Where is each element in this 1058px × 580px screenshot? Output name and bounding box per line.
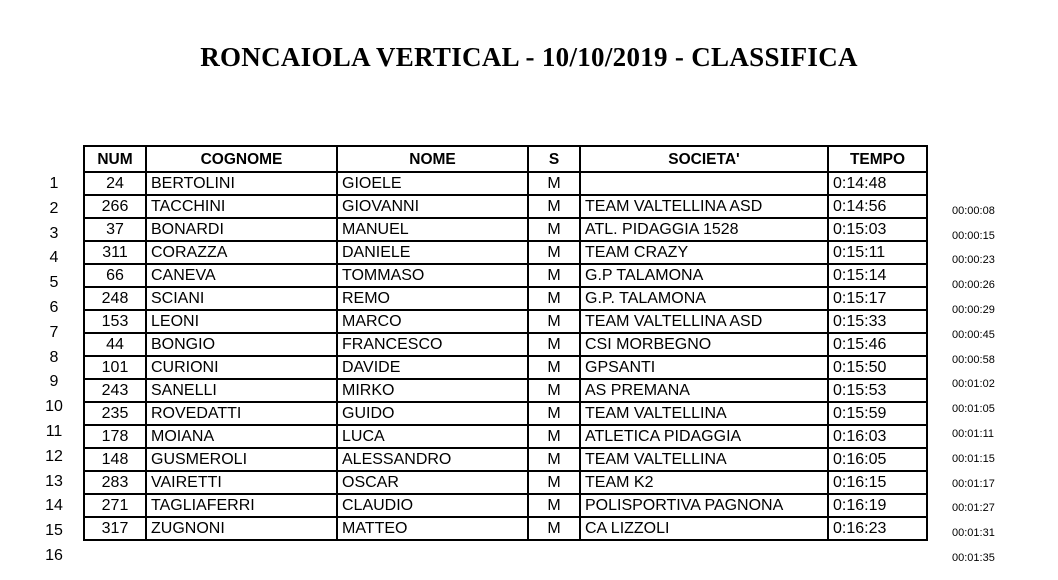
table-row [84,310,927,333]
header-s: S [528,146,580,172]
cell-tempo: 0:15:53 [828,379,927,402]
cell-s: M [528,494,580,517]
cell-s: M [528,379,580,402]
cell-societa: GPSANTI [580,356,828,379]
rank-number: 3 [49,224,59,242]
table-row [84,425,927,448]
cell-societa: TEAM VALTELLINA [580,448,828,471]
cell-cognome: CURIONI [146,356,337,379]
cell-tempo: 0:15:14 [828,264,927,287]
cell-cognome: ROVEDATTI [146,402,337,425]
cell-tempo: 0:15:46 [828,333,927,356]
table-row [84,517,927,540]
gap-time: 00:01:11 [952,428,995,440]
cell-nome: ALESSANDRO [337,448,528,471]
cell-societa: CA LIZZOLI [580,517,828,540]
gap-time: 00:00:15 [952,229,995,242]
cell-nome: GIOELE [337,172,528,195]
cell-num: 317 [84,517,146,540]
cell-societa: TEAM K2 [580,471,828,494]
header-cognome: COGNOME [146,146,337,172]
cell-cognome: CORAZZA [146,241,337,264]
cell-tempo: 0:16:15 [828,471,927,494]
cell-num: 153 [84,310,146,333]
cell-num: 271 [84,494,146,517]
gap-time: 00:01:35 [952,552,995,564]
page-title: RONCAIOLA VERTICAL - 10/10/2019 - CLASSIFICA [200,42,858,72]
cell-tempo: 0:14:56 [828,195,927,218]
rank-number: 10 [45,398,63,416]
cell-cognome: LEONI [146,310,337,333]
cell-s: M [528,195,580,218]
cell-societa: TEAM VALTELLINA [580,402,828,425]
cell-cognome: SCIANI [146,287,337,310]
cell-num: 248 [84,287,146,310]
cell-nome: FRANCESCO [337,333,528,356]
cell-num: 311 [84,241,146,264]
cell-nome: GIOVANNI [337,195,528,218]
table-row [84,218,927,241]
cell-s: M [528,333,580,356]
cell-s: M [528,287,580,310]
gap-time: 00:01:17 [952,477,995,490]
cell-s: M [528,356,580,379]
cell-s: M [528,241,580,264]
cell-societa: ATL. PIDAGGIA 1528 [580,218,828,241]
cell-tempo: 0:16:19 [828,494,927,517]
cell-s: M [528,402,580,425]
cell-s: M [528,471,580,494]
cell-societa: G.P. TALAMONA [580,287,828,310]
cell-nome: MATTEO [337,517,528,540]
cell-nome: MIRKO [337,379,528,402]
table-row [84,379,927,402]
cell-s: M [528,517,580,540]
table-row [84,448,927,471]
table-row [84,356,927,379]
rank-number: 16 [45,547,63,564]
rank-number: 12 [45,447,63,465]
cell-s: M [528,310,580,333]
table-row [84,287,927,310]
cell-nome: GUIDO [337,402,528,425]
cell-cognome: VAIRETTI [146,471,337,494]
cell-cognome: ZUGNONI [146,517,337,540]
rank-number: 6 [49,299,59,316]
table-row [84,402,927,425]
results-table [83,145,928,541]
cell-cognome: BONGIO [146,333,337,356]
rank-number: 9 [49,373,59,391]
cell-societa: TEAM VALTELLINA ASD [580,195,828,218]
cell-cognome: CANEVA [146,264,337,287]
cell-societa: TEAM CRAZY [580,241,828,264]
cell-cognome: BERTOLINI [146,172,337,195]
cell-societa: AS PREMANA [580,379,828,402]
rank-number: 1 [49,175,59,192]
cell-nome: TOMMASO [337,264,528,287]
cell-num: 101 [84,356,146,379]
cell-num: 148 [84,448,146,471]
cell-tempo: 0:16:03 [828,425,927,448]
cell-tempo: 0:15:50 [828,356,927,379]
cell-nome: DANIELE [337,241,528,264]
cell-nome: LUCA [337,425,528,448]
cell-cognome: GUSMEROLI [146,448,337,471]
header-tempo: TEMPO [828,146,927,172]
cell-num: 266 [84,195,146,218]
table-row [84,241,927,264]
cell-num: 283 [84,471,146,494]
gap-time: 00:01:02 [952,378,995,391]
cell-s: M [528,264,580,287]
cell-num: 178 [84,425,146,448]
cell-num: 37 [84,218,146,241]
header-num: NUM [84,146,146,172]
gap-time: 00:01:27 [952,502,995,515]
cell-nome: REMO [337,287,528,310]
cell-tempo: 0:16:23 [828,517,927,540]
gap-time: 00:00:29 [952,304,995,316]
gap-time: 00:00:08 [952,204,995,217]
cell-num: 66 [84,264,146,287]
rank-number: 5 [49,274,59,292]
table-row [84,494,927,517]
table-row [84,172,927,195]
header-nome: NOME [337,146,528,172]
cell-num: 24 [84,172,146,195]
cell-cognome: BONARDI [146,218,337,241]
cell-s: M [528,172,580,195]
cell-tempo: 0:15:17 [828,287,927,310]
gap-time: 00:01:31 [952,527,995,540]
rank-number: 13 [45,472,63,490]
cell-tempo: 0:15:11 [828,241,927,264]
header-societa: SOCIETA' [580,146,828,172]
table-row [84,471,927,494]
gap-time: 00:01:05 [952,403,995,416]
cell-nome: OSCAR [337,471,528,494]
gap-time: 00:01:15 [952,452,995,465]
rank-number: 15 [45,522,63,540]
cell-num: 235 [84,402,146,425]
table-row [84,195,927,218]
cell-societa: G.P TALAMONA [580,264,828,287]
table-row [84,264,927,287]
cell-cognome: TACCHINI [146,195,337,218]
cell-s: M [528,218,580,241]
rank-number: 4 [49,249,59,267]
gap-time: 00:00:58 [952,353,995,366]
cell-nome: MANUEL [337,218,528,241]
cell-num: 243 [84,379,146,402]
cell-tempo: 0:15:33 [828,310,927,333]
rank-number: 8 [49,348,59,366]
cell-societa: ATLETICA PIDAGGIA [580,425,828,448]
cell-societa: POLISPORTIVA PAGNONA [580,494,828,517]
rank-number: 11 [45,423,63,440]
cell-tempo: 0:15:03 [828,218,927,241]
cell-nome: CLAUDIO [337,494,528,517]
gap-time: 00:00:26 [952,279,995,292]
rank-number: 14 [45,497,63,515]
cell-tempo: 0:15:59 [828,402,927,425]
cell-cognome: SANELLI [146,379,337,402]
cell-societa [580,172,828,195]
cell-num: 44 [84,333,146,356]
cell-tempo: 0:16:05 [828,448,927,471]
cell-s: M [528,448,580,471]
rank-number: 2 [49,199,59,217]
cell-societa: TEAM VALTELLINA ASD [580,310,828,333]
cell-nome: DAVIDE [337,356,528,379]
cell-tempo: 0:14:48 [828,172,927,195]
gap-time: 00:00:45 [952,328,995,341]
cell-cognome: TAGLIAFERRI [146,494,337,517]
cell-societa: CSI MORBEGNO [580,333,828,356]
cell-nome: MARCO [337,310,528,333]
gap-time: 00:00:23 [952,254,995,267]
table-row [84,333,927,356]
rank-number: 7 [49,323,59,341]
cell-cognome: MOIANA [146,425,337,448]
table-header-row [84,146,927,172]
cell-s: M [528,425,580,448]
